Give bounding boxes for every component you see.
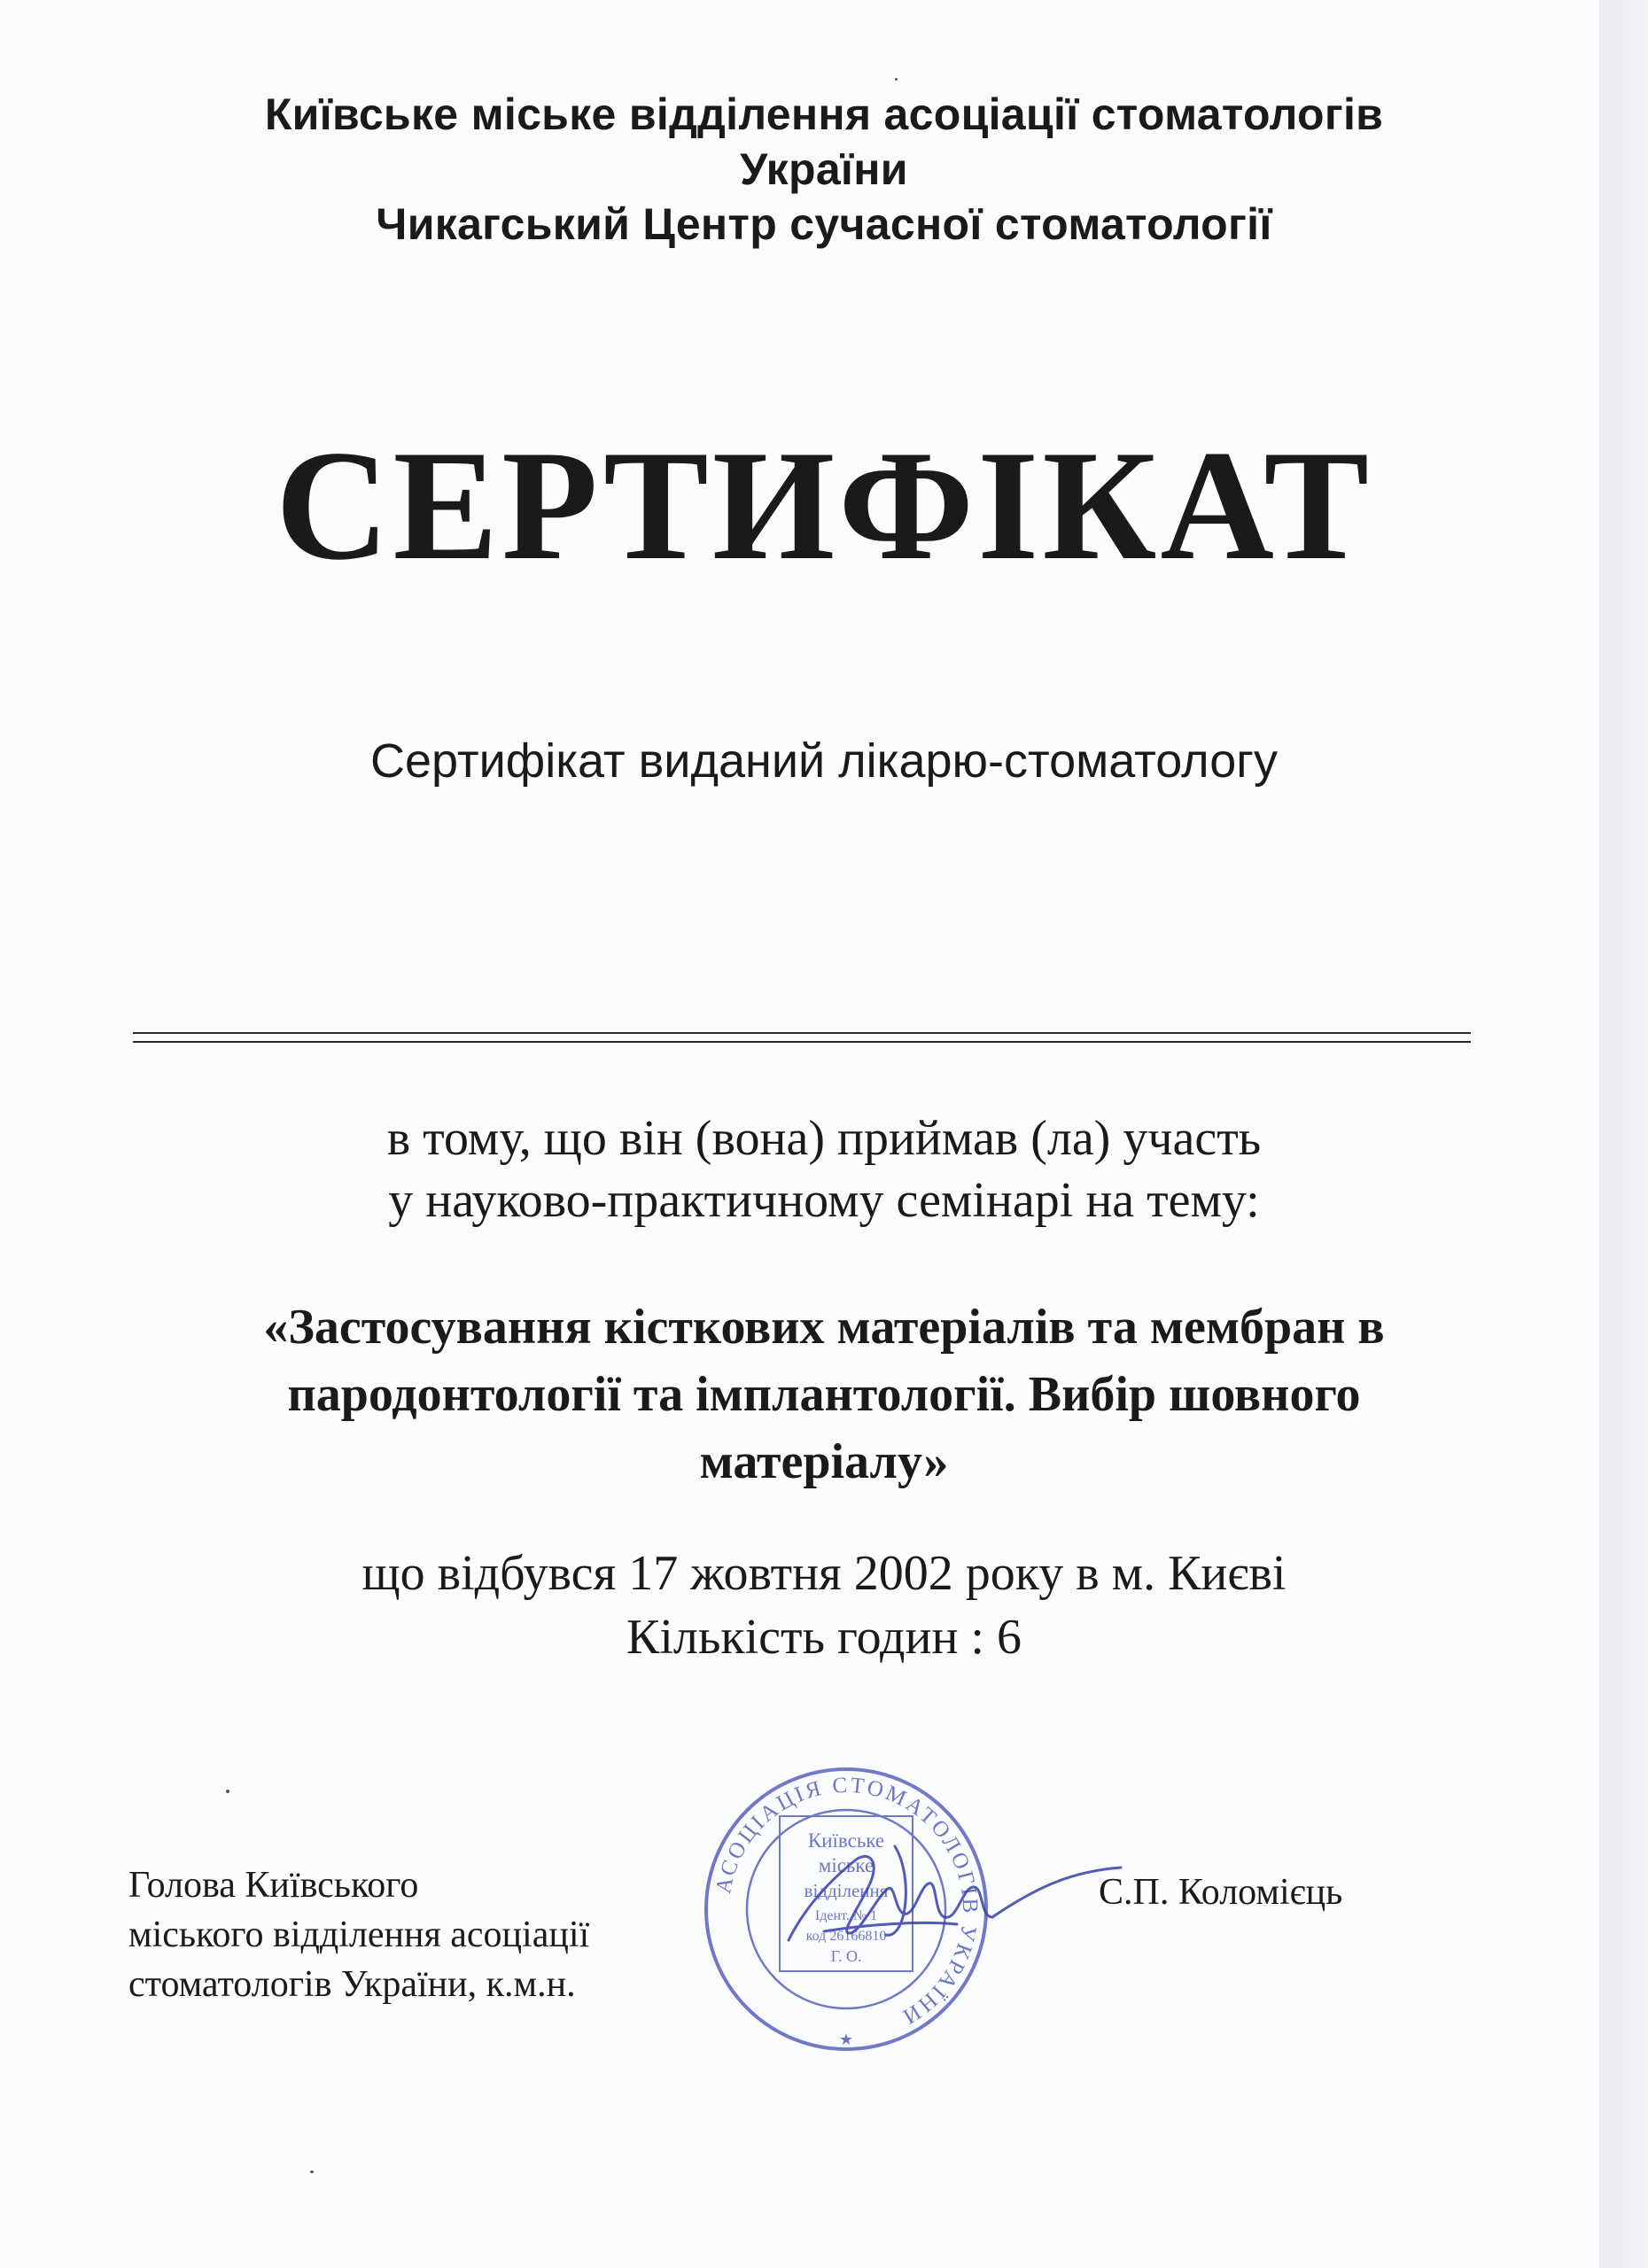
stamp-center-line-4: Ідент. № 1	[814, 1908, 878, 1923]
topic-line-1: «Застосування кісткових матеріалів та мембран в	[263, 1300, 1385, 1355]
signer-position-line-1: Голова Київського	[128, 1865, 419, 1906]
scan-speck	[310, 2171, 314, 2173]
scan-speck	[226, 1790, 229, 1793]
stamp-center-line-1: Київське	[807, 1829, 885, 1852]
participation-line-1: в тому, що він (вона) приймав (ла) участь	[386, 1111, 1262, 1166]
signer-position-line-2: міського відділення асоціації	[128, 1915, 590, 1955]
signer-position	[128, 1860, 589, 2009]
event-hours: Кількість годин : 6	[626, 1610, 1022, 1665]
topic-line-2: пародонтології та імплантології. Вибір шовного	[287, 1367, 1361, 1422]
event-date-place: що відбувся 17 жовтня 2002 року в м. Києві	[361, 1546, 1287, 1601]
participation-line-2: у науково-практичному семінарі на тему:	[388, 1173, 1260, 1228]
participation-text	[0, 1107, 1648, 1231]
issuer-line-1: Київське міське відділення асоціації стоматологів	[264, 89, 1384, 139]
issued-to-text: Сертифікат виданий лікарю-стоматологу	[370, 734, 1278, 788]
topic-line-3: матеріалу»	[699, 1434, 949, 1489]
certificate-title: СЕРТИФІКАТ	[275, 417, 1373, 593]
stamp-center-line-2: міське	[818, 1854, 875, 1876]
event-details	[0, 1542, 1648, 1669]
recipient-name-line	[133, 1032, 1471, 1043]
stamp-center-line-6: Г. О.	[830, 1947, 862, 1965]
seminar-topic	[0, 1293, 1648, 1495]
signer-name: С.П. Коломієць	[1099, 1872, 1343, 1913]
signature	[771, 1825, 1125, 1976]
issuer-header	[0, 87, 1648, 252]
scan-speck	[895, 78, 898, 81]
issuer-line-2: України	[740, 144, 908, 194]
stamp-star-icon: ★	[838, 2031, 854, 2048]
stamp-ring-text: АСОЦІАЦІЯ СТОМАТОЛОГІВ УКРАЇНИ	[711, 1773, 983, 2031]
signer-position-line-3: стоматологів України, к.м.н.	[128, 1964, 576, 2005]
stamp-center-line-5: код 26166810	[805, 1929, 887, 1944]
issuer-line-3: Чикагський Центр сучасної стоматології	[376, 199, 1272, 249]
stamp-center-line-3: відділення	[804, 1880, 889, 1901]
